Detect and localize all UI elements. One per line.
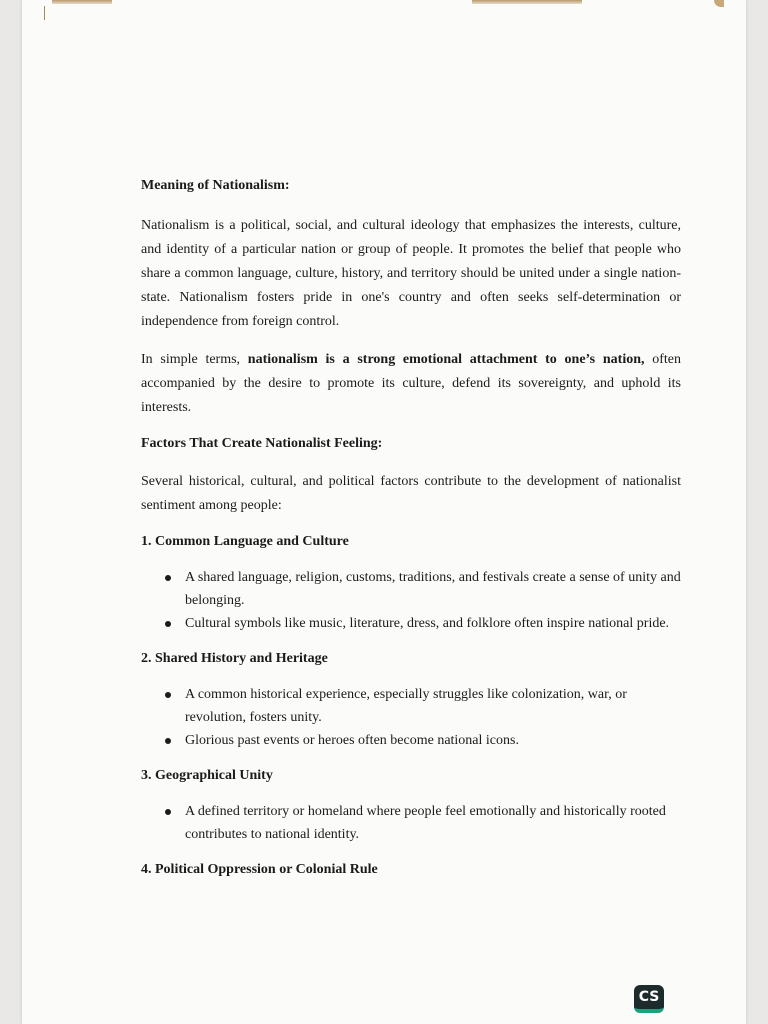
camscanner-logo-icon: CS	[634, 985, 664, 1013]
list-item: Cultural symbols like music, literature, dress, and folklore often inspire national pride.	[185, 612, 681, 635]
bullet-list	[141, 566, 681, 635]
scanned-page	[22, 0, 746, 1024]
meaning-heading: Meaning of Nationalism:	[141, 178, 290, 193]
simple-terms-lead: In simple terms,	[141, 352, 248, 367]
list-item: A common historical experience, especially struggles like colonization, war, or revolution, fosters unity.	[185, 683, 681, 729]
page-corner-fold	[714, 0, 724, 7]
section-heading-history: 2. Shared History and Heritage	[141, 651, 328, 666]
section-heading-oppression: 4. Political Oppression or Colonial Rule	[141, 862, 378, 877]
section-heading-language: 1. Common Language and Culture	[141, 534, 349, 549]
simple-terms-paragraph	[141, 348, 681, 420]
factors-intro: Several historical, cultural, and political factors contribute to the development of nationalist sentiment among people:	[141, 474, 681, 513]
list-item: A defined territory or homeland where people feel emotionally and historically rooted contributes to national identity.	[185, 800, 681, 846]
page-edge-stain	[472, 0, 582, 4]
meaning-paragraph: Nationalism is a political, social, and cultural ideology that emphasizes the interests, culture, and identity of a particular nation or group of people. It promotes the belief that people who share a common language, culture, history, and territory should be united under a single nation-state. Nationalism fosters pride in one's country and often seeks self-determination or independence from foreign control.	[141, 218, 681, 329]
page-corner-mark	[44, 6, 45, 20]
simple-terms-emphasis: nationalism is a strong emotional attachment to one’s nation,	[247, 352, 645, 367]
document-body	[141, 176, 681, 880]
bullet-list	[141, 683, 681, 752]
factors-heading: Factors That Create Nationalist Feeling:	[141, 436, 383, 451]
list-item: A shared language, religion, customs, traditions, and festivals create a sense of unity and belonging.	[185, 566, 681, 612]
simple-terms-rest: often accompanied by the desire to promote its culture, defend its sovereignty, and uphold its interests.	[141, 352, 681, 415]
bullet-list	[141, 800, 681, 846]
list-item: Glorious past events or heroes often become national icons.	[185, 729, 681, 752]
section-heading-geography: 3. Geographical Unity	[141, 768, 273, 783]
page-edge-stain	[52, 0, 112, 4]
